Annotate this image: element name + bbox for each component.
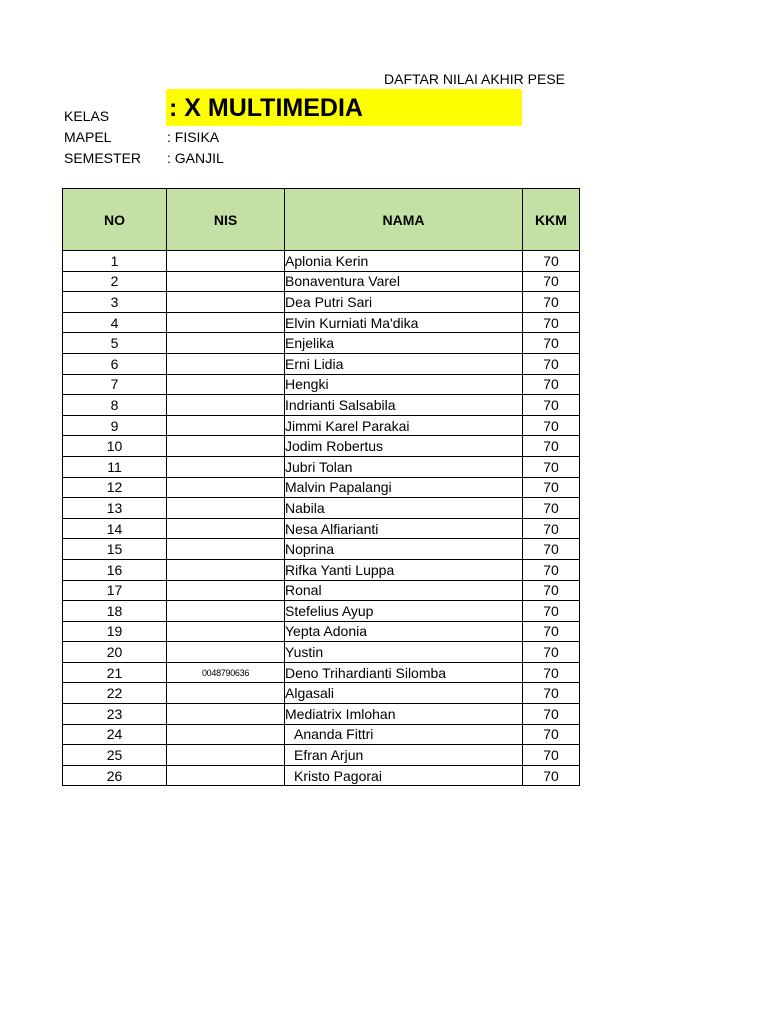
row-kkm: 70 [523,724,580,745]
row-nama: Jubri Tolan [285,456,523,477]
row-no: 25 [63,745,167,766]
row-nama: Algasali [285,683,523,704]
table-row [63,683,580,704]
row-kkm: 70 [523,477,580,498]
row-kkm: 70 [523,498,580,519]
row-no: 2 [63,271,167,292]
table-row [63,662,580,683]
header-no: NO [63,189,167,251]
row-kkm: 70 [523,374,580,395]
table-row [63,601,580,622]
row-nama: Nesa Alfiarianti [285,518,523,539]
row-no: 14 [63,518,167,539]
table-row [63,456,580,477]
row-no: 15 [63,539,167,560]
row-kkm: 70 [523,621,580,642]
row-nis [167,601,285,622]
row-kkm: 70 [523,456,580,477]
row-kkm: 70 [523,580,580,601]
row-nama: Yustin [285,642,523,663]
row-nis [167,621,285,642]
table-row [63,271,580,292]
row-no: 18 [63,601,167,622]
row-no: 24 [63,724,167,745]
row-nama: Rifka Yanti Luppa [285,559,523,580]
row-kkm: 70 [523,251,580,272]
row-nis [167,642,285,663]
row-no: 16 [63,559,167,580]
row-nama: Ronal [285,580,523,601]
row-nis [167,477,285,498]
table-row [63,642,580,663]
row-nis [167,436,285,457]
row-kkm: 70 [523,312,580,333]
document-title: DAFTAR NILAI AKHIR PESE [384,71,566,87]
row-kkm: 70 [523,765,580,786]
row-nis [167,498,285,519]
row-kkm: 70 [523,539,580,560]
mapel-label: MAPEL [64,129,112,145]
table-row [63,292,580,313]
row-nama: Mediatrix Imlohan [285,704,523,725]
row-nis [167,395,285,416]
row-nama: Deno Trihardianti Silomba [285,662,523,683]
row-nis [167,251,285,272]
mapel-value: : FISIKA [167,129,220,145]
table-row [63,415,580,436]
row-no: 17 [63,580,167,601]
header-kkm: KKM [523,189,580,251]
row-kkm: 70 [523,642,580,663]
row-nama: Nabila [285,498,523,519]
table-row [63,498,580,519]
row-no: 13 [63,498,167,519]
table-row [63,518,580,539]
row-kkm: 70 [523,436,580,457]
table-row [63,312,580,333]
table-body [63,251,580,786]
row-nis [167,312,285,333]
row-nis [167,518,285,539]
row-nama: Ananda Fittri [285,724,523,745]
row-nama: Malvin Papalangi [285,477,523,498]
row-nis [167,683,285,704]
row-nama: Elvin Kurniati Ma'dika [285,312,523,333]
row-kkm: 70 [523,415,580,436]
row-nama: Jodim Robertus [285,436,523,457]
table-row [63,251,580,272]
row-nis [167,539,285,560]
row-nis [167,724,285,745]
row-nis [167,765,285,786]
row-nama: Erni Lidia [285,353,523,374]
row-no: 4 [63,312,167,333]
row-no: 8 [63,395,167,416]
row-no: 23 [63,704,167,725]
row-no: 5 [63,333,167,354]
table-row [63,333,580,354]
row-nis [167,456,285,477]
table-row [63,374,580,395]
row-nis [167,415,285,436]
row-nama: Bonaventura Varel [285,271,523,292]
table-row [63,724,580,745]
row-kkm: 70 [523,704,580,725]
row-nama: Stefelius Ayup [285,601,523,622]
row-kkm: 70 [523,271,580,292]
row-kkm: 70 [523,683,580,704]
row-kkm: 70 [523,559,580,580]
row-no: 26 [63,765,167,786]
row-nama: Jimmi Karel Parakai [285,415,523,436]
row-kkm: 70 [523,518,580,539]
table-row [63,765,580,786]
row-nis [167,580,285,601]
row-nama: Hengki [285,374,523,395]
row-nis [167,333,285,354]
row-nama: Noprina [285,539,523,560]
row-no: 10 [63,436,167,457]
row-nis: 0048790636 [167,662,285,683]
row-no: 12 [63,477,167,498]
grades-table [62,188,580,786]
row-nis [167,292,285,313]
table-row [63,559,580,580]
row-nama: Kristo Pagorai [285,765,523,786]
row-no: 1 [63,251,167,272]
table-row [63,704,580,725]
row-no: 19 [63,621,167,642]
semester-value: : GANJIL [167,150,224,166]
table-row [63,745,580,766]
row-no: 20 [63,642,167,663]
row-kkm: 70 [523,353,580,374]
row-no: 6 [63,353,167,374]
table-row [63,477,580,498]
row-kkm: 70 [523,745,580,766]
row-kkm: 70 [523,333,580,354]
header-nis: NIS [167,189,285,251]
row-kkm: 70 [523,601,580,622]
table-header-row [63,189,580,251]
kelas-label: KELAS [64,108,110,124]
row-no: 9 [63,415,167,436]
table-row [63,436,580,457]
row-nis [167,353,285,374]
row-no: 21 [63,662,167,683]
row-nama: Efran Arjun [285,745,523,766]
row-kkm: 70 [523,292,580,313]
row-nis [167,704,285,725]
row-no: 7 [63,374,167,395]
row-no: 22 [63,683,167,704]
row-kkm: 70 [523,662,580,683]
row-nis [167,271,285,292]
table-row [63,539,580,560]
row-kkm: 70 [523,395,580,416]
row-nama: Indrianti Salsabila [285,395,523,416]
row-nama: Yepta Adonia [285,621,523,642]
semester-label: SEMESTER [64,150,142,166]
row-nama: Aplonia Kerin [285,251,523,272]
table-row [63,353,580,374]
row-nama: Enjelika [285,333,523,354]
row-nama: Dea Putri Sari [285,292,523,313]
header-nama: NAMA [285,189,523,251]
table-row [63,621,580,642]
table-row [63,395,580,416]
row-nis [167,559,285,580]
row-no: 11 [63,456,167,477]
row-nis [167,745,285,766]
kelas-value: : X MULTIMEDIA [169,94,363,122]
row-no: 3 [63,292,167,313]
table-row [63,580,580,601]
row-nis [167,374,285,395]
